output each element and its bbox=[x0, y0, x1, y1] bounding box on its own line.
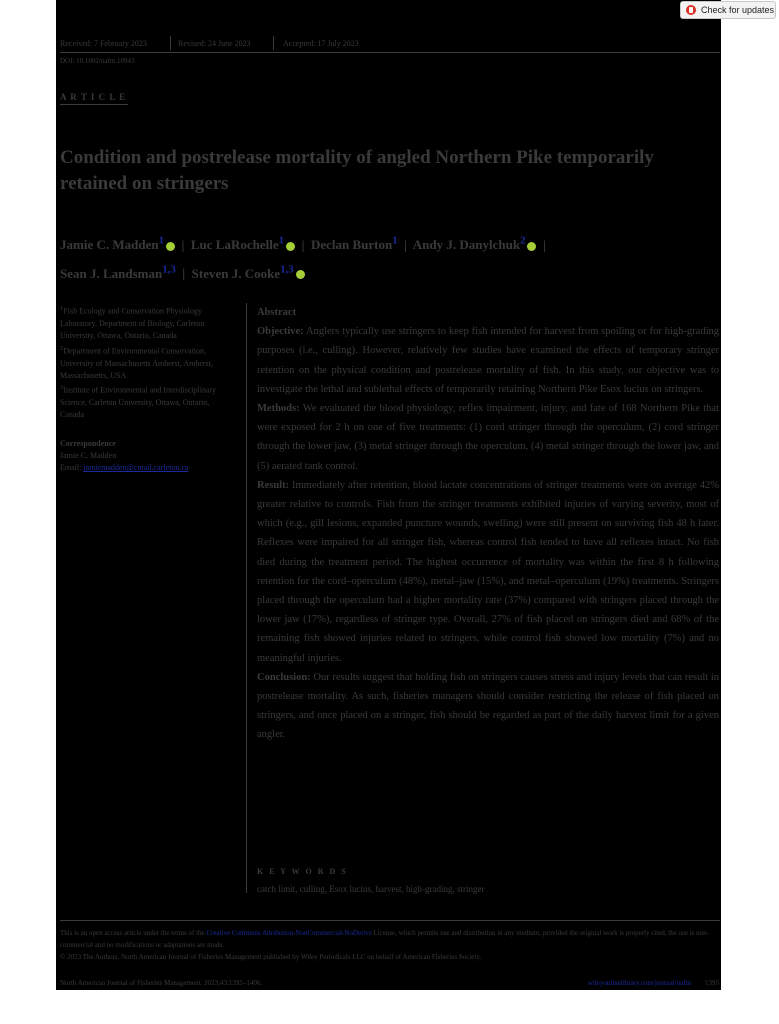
license-note: This is an open access article under the terms of the Creative Commons Attribution-NonCommercial-NoDerivs License, which permits use and distribution in any medium, provided the original work is properly cited, the use is non-commercial and no modifications or adaptations are made. © 2023 The Authors. North American Journal of Fisheries Management published by Wiley Periodicals LLC on behalf of American Fisheries Society. bbox=[60, 929, 709, 961]
accepted-date: Accepted: 17 July 2023 bbox=[283, 39, 359, 48]
author[interactable]: Jamie C. Madden$^1$ bbox=[60, 237, 175, 252]
abstract-objective: Objective: Anglers typically use stringers to keep fish intended for harvest from spoiling or for high-grading purposes (i.e., culling). However, relatively few studies have examined the effects of temporary stringer retention on the physical condition and postrelease mortality of fish. In this study, our objective was to investigate the lethal and sublethal effects of temporarily retaining Northern Pike Esox lucius on stringers. bbox=[257, 326, 719, 395]
abstract bbox=[257, 303, 719, 745]
abstract-conclusion: Conclusion: Our results suggest that holding fish on stringers causes stress and injury levels that can result in postrelease mortality. As such, fisheries managers should consider restricting the release of fish placed on stringers, and once placed on a stringer, fish should be regarded as part of the daily harvest limit for a given angler. bbox=[257, 671, 720, 741]
license-link[interactable]: Creative Commons Attribution-NonCommercial-NoDerivs bbox=[206, 929, 372, 937]
orcid-icon bbox=[286, 242, 295, 251]
affiliation: $^3$Institute of Environmental and Interdisciplinary Science, Carleton University, Ottawa, Ontario, Canada bbox=[60, 384, 217, 420]
crossmark-icon bbox=[686, 5, 696, 15]
check-for-updates-label: Check for updates bbox=[701, 5, 775, 15]
keywords-heading: K E Y W O R D S bbox=[257, 867, 348, 876]
article-type: A R T I C L E bbox=[60, 92, 127, 102]
abstract-methods: Methods: We evaluated the blood physiology, reflex impairment, injury, and fate of 168 Northern Pike that were exposed for 2 h on one of five treatments: (1) cord stringer through the operculum, (2) cord stringer through the lower jaw, (3) metal stringer through the operculum, (4) metal stringer through the lower jaw, and (5) aerated tank control. bbox=[257, 403, 720, 472]
article-title: Condition and postrelease mortality of angled Northern Pike temporarily retained on stringers bbox=[60, 147, 654, 194]
journal-url[interactable]: wileyonlinelibrary.com/journal/nafm bbox=[587, 979, 691, 987]
page-number: 1395 bbox=[705, 979, 719, 987]
header-rule bbox=[60, 52, 720, 53]
abstract-result: Result: Immediately after retention, blood lactate concentrations of stringer treatments were on average 42% greater relative to controls. Fish from the stringer treatments exhibited injuries of varying severity, most of which (e.g., gill lesions, expanded puncture wounds, swelling) were still present on surviving fish 48 h later. Reflexes were impaired for all stringer fish, whereas control fish tended to have all reflexes intact. No fish died during the treatment period. The highest occurrence of mortality was within the first 8 h following retention for the cord–operculum (48%), metal–jaw (15%), and metal–operculum (19%) treatments. Stringers placed through the operculum had a higher mortality rate (37%) compared with stringers placed through the lower jaw (17%), regardless of stringer type. Overall, 27% of fish placed on stringers died and 68% of the remaining fish showed injuries related to stringers, while control fish showed low mortality (7%) and no meaningful injuries. bbox=[257, 479, 719, 664]
correspondence-email: Email: jamiemadden@cmail.carleton.ca bbox=[60, 463, 189, 473]
orcid-icon bbox=[166, 242, 175, 251]
author[interactable]: Luc LaRochelle$^1$ bbox=[191, 237, 295, 252]
column-divider bbox=[246, 303, 247, 893]
doi[interactable]: DOI: 10.1002/nafm.10943 bbox=[60, 57, 135, 65]
author[interactable]: Andy J. Danylchuk$^2$ bbox=[413, 237, 537, 252]
divider bbox=[273, 36, 274, 50]
correspondence-name: Jamie C. Madden bbox=[60, 450, 117, 460]
email-link[interactable]: jamiemadden@cmail.carleton.ca bbox=[83, 463, 189, 473]
correspondence-heading: Correspondence bbox=[60, 438, 116, 448]
revised-date: Revised: 24 June 2023 bbox=[178, 39, 251, 48]
author-list: Jamie C. Madden$^1$ | Luc LaRochelle$^1$ | Declan Burton$^1$ | Andy J. Danylchuk$^2$ | Sean J. Landsman$^{1,3}$ | Steven J. Cooke$^{1,3}$ bbox=[60, 235, 546, 281]
footer-rule bbox=[60, 920, 720, 921]
affiliation: $^2$Department of Environmental Conservation, University of Massachusetts Amherst, Amherst, Massachusetts, USA bbox=[60, 344, 213, 380]
author[interactable]: Declan Burton$^1$ bbox=[310, 235, 398, 253]
divider bbox=[170, 36, 171, 50]
copyright: © 2023 The Authors. North American Journal of Fisheries Management published by Wiley Periodicals LLC on behalf of American Fisheries Society. bbox=[60, 953, 482, 961]
article-type-underline bbox=[60, 104, 128, 105]
received-date: Received: 7 February 2023 bbox=[60, 39, 147, 48]
affiliation: $^1$Fish Ecology and Conservation Physiology Laboratory, Department of Biology, Carleton University, Ottawa, Ontario, Canada bbox=[60, 305, 205, 341]
journal-citation: North American Journal of Fisheries Management. 2023;43:1395–1406. bbox=[60, 979, 263, 987]
footer-right bbox=[588, 979, 719, 987]
affiliations bbox=[60, 303, 235, 475]
author[interactable]: Steven J. Cooke$^{1,3}$ bbox=[192, 266, 305, 281]
keywords-list: catch limit, culling, Esox lucius, harvest, high-grading, stringer bbox=[257, 884, 485, 894]
orcid-icon bbox=[527, 242, 536, 251]
abstract-heading: Abstract bbox=[257, 307, 297, 318]
orcid-icon bbox=[296, 270, 305, 279]
author[interactable]: Sean J. Landsman$^{1,3}$ bbox=[60, 263, 176, 281]
check-for-updates-button[interactable] bbox=[680, 1, 776, 19]
